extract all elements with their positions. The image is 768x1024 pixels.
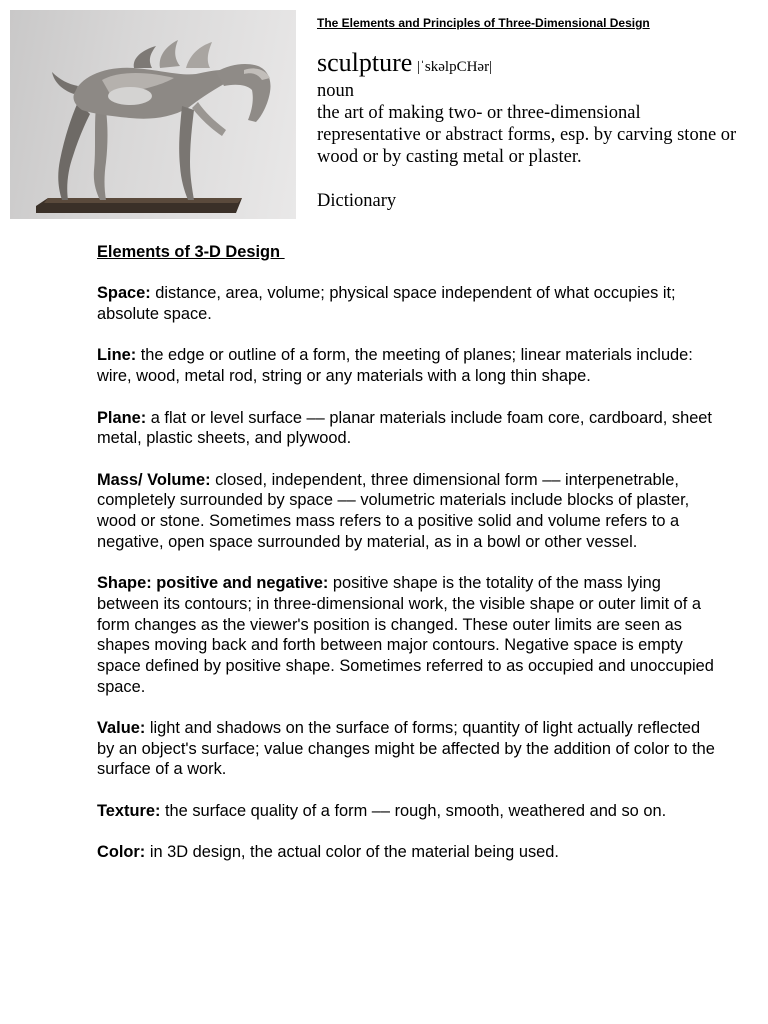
element-item-mass-volume <box>97 470 717 553</box>
element-term: Space: <box>97 284 151 303</box>
definition-part-of-speech: noun <box>317 81 354 101</box>
element-term: Texture: <box>97 801 161 820</box>
elements-heading: Elements of 3-D Design <box>97 243 285 261</box>
definition-headword <box>317 46 747 80</box>
definition-pronunciation: |ˈskəlpCHər| <box>416 59 493 75</box>
element-description: light and shadows on the surface of forms; quantity of light actually reflected by an object's surface; value changes might be affected by the addition of color to the surface of a work. <box>97 719 715 779</box>
horse-sculpture-photo <box>10 10 296 219</box>
element-term: Value: <box>97 719 146 738</box>
horse-sculpture-icon <box>10 10 296 219</box>
definition-text: the art of making two- or three-dimensional representative or abstract forms, esp. by carving stone or wood or by casting metal or plaster. <box>317 103 737 167</box>
element-term: Color: <box>97 843 146 862</box>
element-item-line <box>97 345 717 386</box>
element-description: in 3D design, the actual color of the material being used. <box>145 843 559 862</box>
element-description: closed, independent, three dimensional form –– interpenetrable, completely surrounded by space –– volumetric materials include blocks of plaster, wood or stone. Sometimes mass refers to a positive solid and volume refers to a negative, open space surrounded by material, as in a bowl or other vessel. <box>97 470 690 551</box>
element-term: Mass/ Volume: <box>97 470 211 489</box>
element-term: Plane: <box>97 408 147 427</box>
dictionary-definition <box>317 46 747 212</box>
element-item-texture <box>97 801 717 822</box>
element-item-plane <box>97 408 717 449</box>
element-item-color <box>97 842 717 863</box>
element-description: the surface quality of a form –– rough, smooth, weathered and so on. <box>160 801 667 820</box>
element-description: the edge or outline of a form, the meeting of planes; linear materials include: wire, wood, metal rod, string or any materials with a long thin shape. <box>97 346 693 386</box>
element-description: distance, area, volume; physical space independent of what occupies it; absolute space. <box>97 284 676 324</box>
element-description: a flat or level surface –– planar materials include foam core, cardboard, sheet metal, plastic sheets, and plywood. <box>97 408 712 448</box>
element-term: Line: <box>97 346 137 365</box>
element-item-space <box>97 283 717 324</box>
elements-section <box>97 242 717 863</box>
element-term: Shape: positive and negative: <box>97 574 329 593</box>
definition-source: Dictionary <box>317 191 397 211</box>
document-title: The Elements and Principles of Three-Dimensional Design <box>317 16 650 30</box>
definition-word: sculpture <box>317 48 413 77</box>
element-item-shape <box>97 573 717 697</box>
element-description: positive shape is the totality of the mass lying between its contours; in three-dimensional work, the visible shape or outer limit of a form changes as the viewer's position is changed. These outer limits are seen as shapes moving back and forth between major contours. Negative space is empty space defined by positive shape. Sometimes referred to as occupied and unoccupied space. <box>97 574 714 696</box>
element-item-value <box>97 718 717 780</box>
